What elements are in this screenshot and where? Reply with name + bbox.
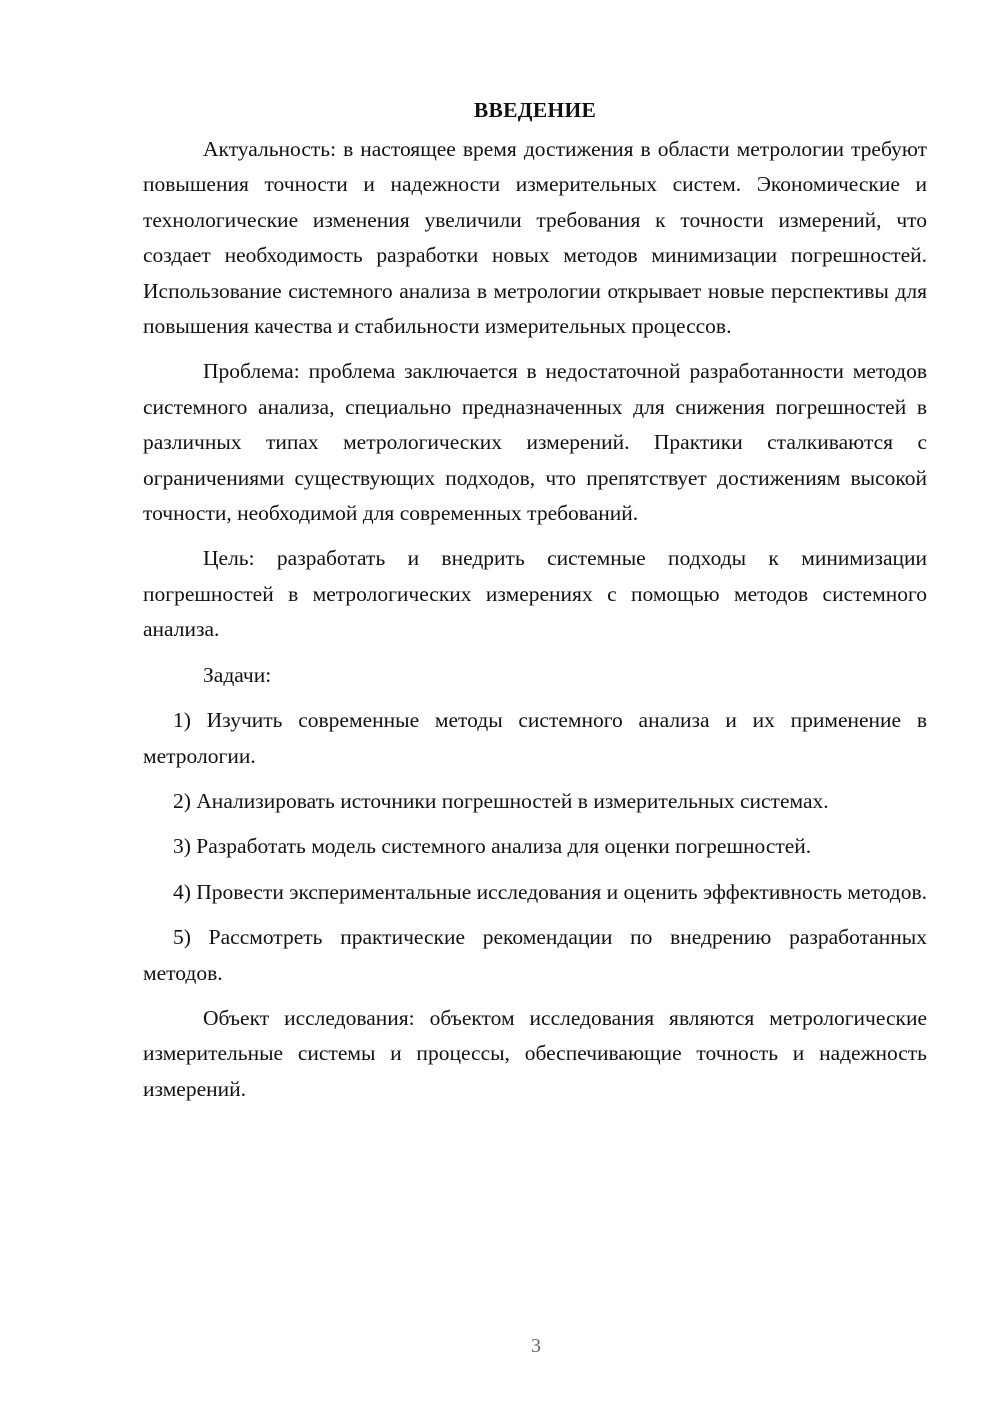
goal-paragraph: Цель: разработать и внедрить системные подходы к минимизации погрешностей в метрологических измерениях с помощью методов системного анализа. (143, 546, 927, 642)
task-item: 1) Изучить современные методы системного анализа и их применение в метрологии. (143, 708, 927, 768)
relevance-paragraph: Актуальность: в настоящее время достижения в области метрологии требуют повышения точности и надежности измерительных систем. Экономические и технологические изменения увеличили требования к точности измерений, что создает необходимость разработки новых методов минимизации погрешностей. Использование системного анализа в метрологии открывает новые перспективы для повышения качества и стабильности измерительных процессов. (143, 137, 927, 339)
section-title: ВВЕДЕНИЕ (473, 98, 597, 122)
page-content (143, 92, 927, 1117)
task-item: 3) Разработать модель системного анализа для оценки погрешностей. (173, 834, 812, 859)
task-item: 2) Анализировать источники погрешностей в измерительных системах. (173, 788, 829, 813)
object-paragraph: Объект исследования: объектом исследования являются метрологические измерительные системы и процессы, обеспечивающие точность и надежность измерений. (143, 1005, 927, 1101)
problem-paragraph: Проблема: проблема заключается в недостаточной разработанности методов системного анализа, специально предназначенных для снижения погрешностей в различных типах метрологических измерений. Практики сталкиваются с ограничениями существующих подходов, что препятствует достижениям высокой точности, необходимой для современных требований. (143, 359, 927, 526)
page-number: 3 (531, 1335, 541, 1357)
task-item: 5) Рассмотреть практические рекомендации по внедрению разработанных методов. (143, 925, 927, 985)
task-item: 4) Провести экспериментальные исследования и оценить эффективность методов. (173, 879, 928, 904)
tasks-heading: Задачи: (203, 662, 272, 687)
